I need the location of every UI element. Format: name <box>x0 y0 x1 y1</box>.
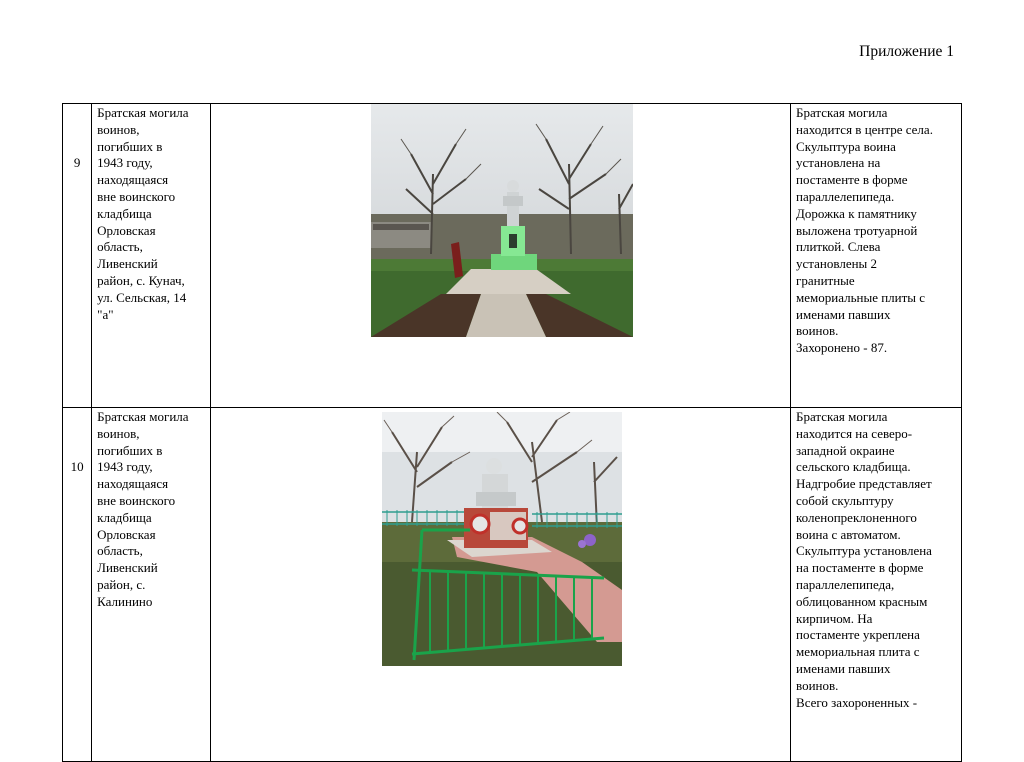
description-cell: Братская могила находится в центре села. Скульптура воина установлена на постаменте в форме параллелепипеда. Дорожка к памятнику выложена тротуарной плиткой. Слева установлены 2 гранитные мемориальные плиты с именами павших воинов. Захоронено - 87. <box>791 104 962 408</box>
description-cell: Братская могила находится на северо- западной окраине сельского кладбища. Надгробие представляет собой скульптуру коленопреклоненного воина с автоматом. Скульптура установлена на постаменте в форме параллелепипеда, облицованном красным кирпичом. На постаменте укреплена мемориальная плита с именами павших воинов. Всего захороненных - <box>791 408 962 762</box>
row-number: 9 <box>63 104 92 408</box>
row-number: 10 <box>63 408 92 762</box>
memorial-photo <box>371 104 633 337</box>
photo-cell <box>210 104 790 408</box>
photo-cell <box>210 408 790 762</box>
memorial-photo <box>382 412 622 666</box>
location-cell: Братская могила воинов, погибших в 1943 году, находящаяся вне воинского кладбища Орловская область, Ливенский район, с. Калинино <box>92 408 211 762</box>
appendix-label: Приложение 1 <box>859 43 954 60</box>
memorials-table <box>62 103 962 762</box>
table-row <box>63 104 962 408</box>
location-cell: Братская могила воинов, погибших в 1943 году, находящаяся вне воинского кладбища Орловская область, Ливенский район, с. Кунач, ул. Сельская, 14 "а" <box>92 104 211 408</box>
table-row <box>63 408 962 762</box>
